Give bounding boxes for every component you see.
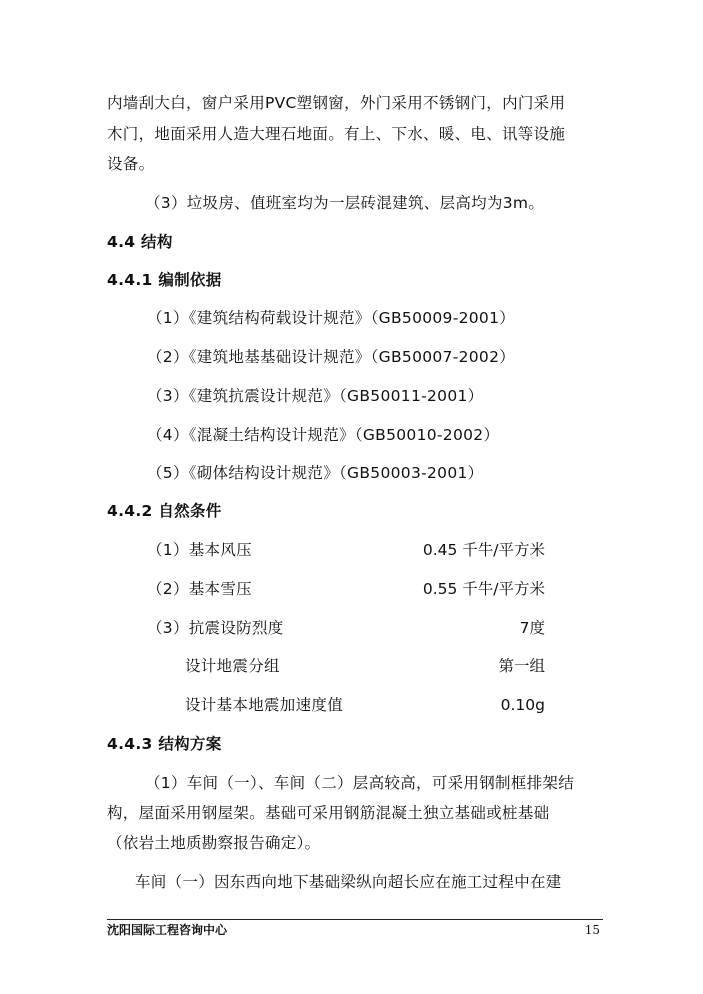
body-text-line: （依岩土地质勘察报告确定）。 <box>107 834 321 852</box>
code-reference-item: （2）《建筑地基基础设计规范》（GB50007-2002） <box>147 348 516 366</box>
condition-label: （1）基本风压 <box>147 541 252 559</box>
page-number: 15 <box>584 923 600 937</box>
code-reference-item: （3）《建筑抗震设计规范》（GB50011-2001） <box>147 387 484 405</box>
section-heading: 4.4.2 自然条件 <box>107 502 222 520</box>
condition-value: 7度 <box>519 619 545 637</box>
body-text-line: （3）垃圾房、值班室均为一层砖混建筑、层高均为3m。 <box>145 194 545 212</box>
condition-label: （3）抗震设防烈度 <box>147 619 284 637</box>
body-text-line: 构，屋面采用钢屋架。基础可采用钢筋混凝土独立基础或桩基础 <box>107 804 550 822</box>
footer-divider <box>107 919 603 920</box>
section-heading: 4.4.1 编制依据 <box>107 271 222 289</box>
condition-label: （2）基本雪压 <box>147 580 252 598</box>
condition-value: 第一组 <box>498 657 545 675</box>
condition-value: 0.10g <box>500 696 545 714</box>
condition-value: 0.45 千牛/平方米 <box>422 541 545 559</box>
body-text-line: 设备。 <box>107 155 155 173</box>
code-reference-item: （4）《混凝土结构设计规范》（GB50010-2002） <box>147 426 500 444</box>
footer-organization: 沈阳国际工程咨询中心 <box>107 923 228 937</box>
condition-value: 0.55 千牛/平方米 <box>422 580 545 598</box>
section-heading: 4.4.3 结构方案 <box>107 735 222 753</box>
body-text-line: 车间（一）因东西向地下基础梁纵向超长应在施工过程中在建 <box>135 873 562 891</box>
condition-label: 设计地震分组 <box>185 657 280 675</box>
condition-label: 设计基本地震加速度值 <box>185 696 344 714</box>
body-text-line: 木门，地面采用人造大理石地面。有上、下水、暖、电、讯等设施 <box>107 125 566 143</box>
body-text-line: 内墙刮大白，窗户采用PVC塑钢窗，外门采用不锈钢门，内门采用 <box>107 94 566 112</box>
body-text-line: （1）车间（一）、车间（二）层高较高，可采用钢制框排架结 <box>145 774 575 792</box>
code-reference-item: （1）《建筑结构荷载设计规范》（GB50009-2001） <box>147 309 516 327</box>
code-reference-item: （5）《砌体结构设计规范》（GB50003-2001） <box>147 464 484 482</box>
section-heading: 4.4 结构 <box>107 233 173 251</box>
